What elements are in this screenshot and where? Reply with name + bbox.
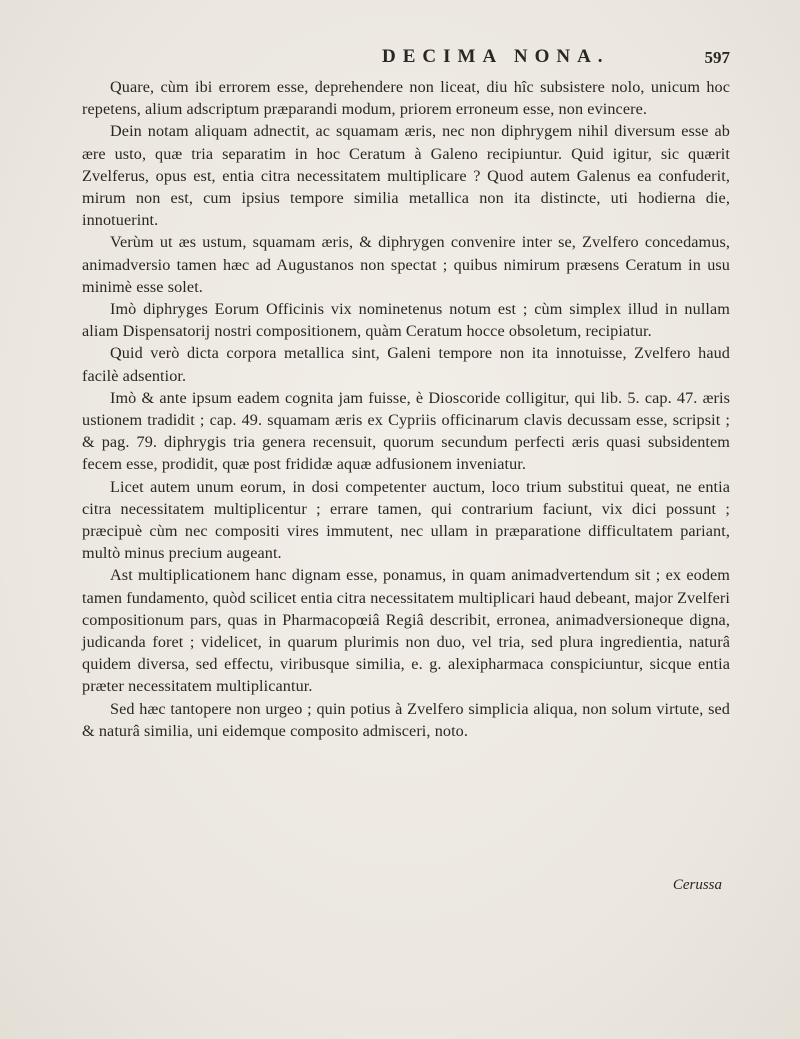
paragraph: Ast multiplicationem hanc dignam esse, ponamus, in quam animadvertendum sit ; ex eodem tamen fundamento, quòd scilicet entia citra necessitatem multiplicari haud debeant, major Zvelferi compositionum pars, quas in Pharmacopœiâ Regiâ describit, erronea, animadversioneque digna, judicanda foret ; videlicet, in quarum plurimis non duo, vel tria, sed plura ingredientia, naturâ quidem diversa, sed effectu, viribusque similia, e. g. alexipharmaca conspiciuntur, sicque entia præter necessitatem multiplicantur. [82, 566, 730, 696]
catchword: Cerussa [672, 877, 722, 893]
paragraph: Licet autem unum eorum, in dosi competenter auctum, loco trium substitui queat, ne entia citra necessitatem multiplicentur ; errare tamen, qui contrarium faciunt, vix dici possunt ; præcipuè cùm nec compositi vires immutent, nec ullam in præparatione difficultatem pariant, multò minus precium augeant. [82, 477, 730, 563]
paragraph: Quare, cùm ibi errorem esse, deprehendere non liceat, diu hîc subsistere nolo, unicum hoc repetens, alium adscriptum præparandi modum, priorem erroneum esse, non evincere. [82, 78, 730, 119]
paragraph: Verùm ut æs ustum, squamam æris, & diphrygen convenire inter se, Zvelfero concedamus, animadversio tamen hæc ad Augustanos non spectat ; quibus nimirum præsens Ceratum in usu minimè esse solet. [82, 233, 730, 296]
paragraph: Imò & ante ipsum eadem cognita jam fuisse, è Dioscoride colligitur, qui lib. 5. cap. 47. æris ustionem tradidit ; cap. 49. squamam æris ex Cypriis officinarum clavis decussam esse, scripsit ; & pag. 79. diphrygis tria genera recensuit, quorum secundum perfecti æris quasi subsidentem fecem esse, prodidit, quæ post frididæ aquæ adfusionem inveniatur. [82, 388, 730, 474]
body-text [82, 76, 730, 742]
paragraph: Quid verò dicta corpora metallica sint, Galeni tempore non ita innotuisse, Zvelfero haud facilè adsentior. [82, 344, 730, 385]
paragraph: Sed hæc tantopere non urgeo ; quin potius à Zvelfero simplicia aliqua, non solum virtute, sed & naturâ similia, uni eidemque composito admisceri, noto. [82, 699, 730, 740]
page-number: 597 [704, 48, 730, 67]
running-head: DECIMA NONA. [382, 46, 610, 67]
paragraph: Imò diphryges Eorum Officinis vix nominetenus notum est ; cùm simplex illud in nullam aliam Dispensatorij nostri compositionem, quàm Ceratum hocce obsoletum, recipiatur. [82, 300, 730, 341]
page-header [82, 46, 730, 76]
paragraph: Dein notam aliquam adnectit, ac squamam æris, nec non diphrygem nihil diversum esse ab ære usto, quæ tria separatim in hoc Ceratum à Galeno recipiuntur. Quid igitur, sic quærit Zvelferus, opus est, entia citra necessitatem multiplicare ? Quod autem Galenus ea confuderit, mirum non est, cum ipsius tempore similia metallica non ita distincte, uti hodierna die, innotuerint. [82, 122, 730, 230]
